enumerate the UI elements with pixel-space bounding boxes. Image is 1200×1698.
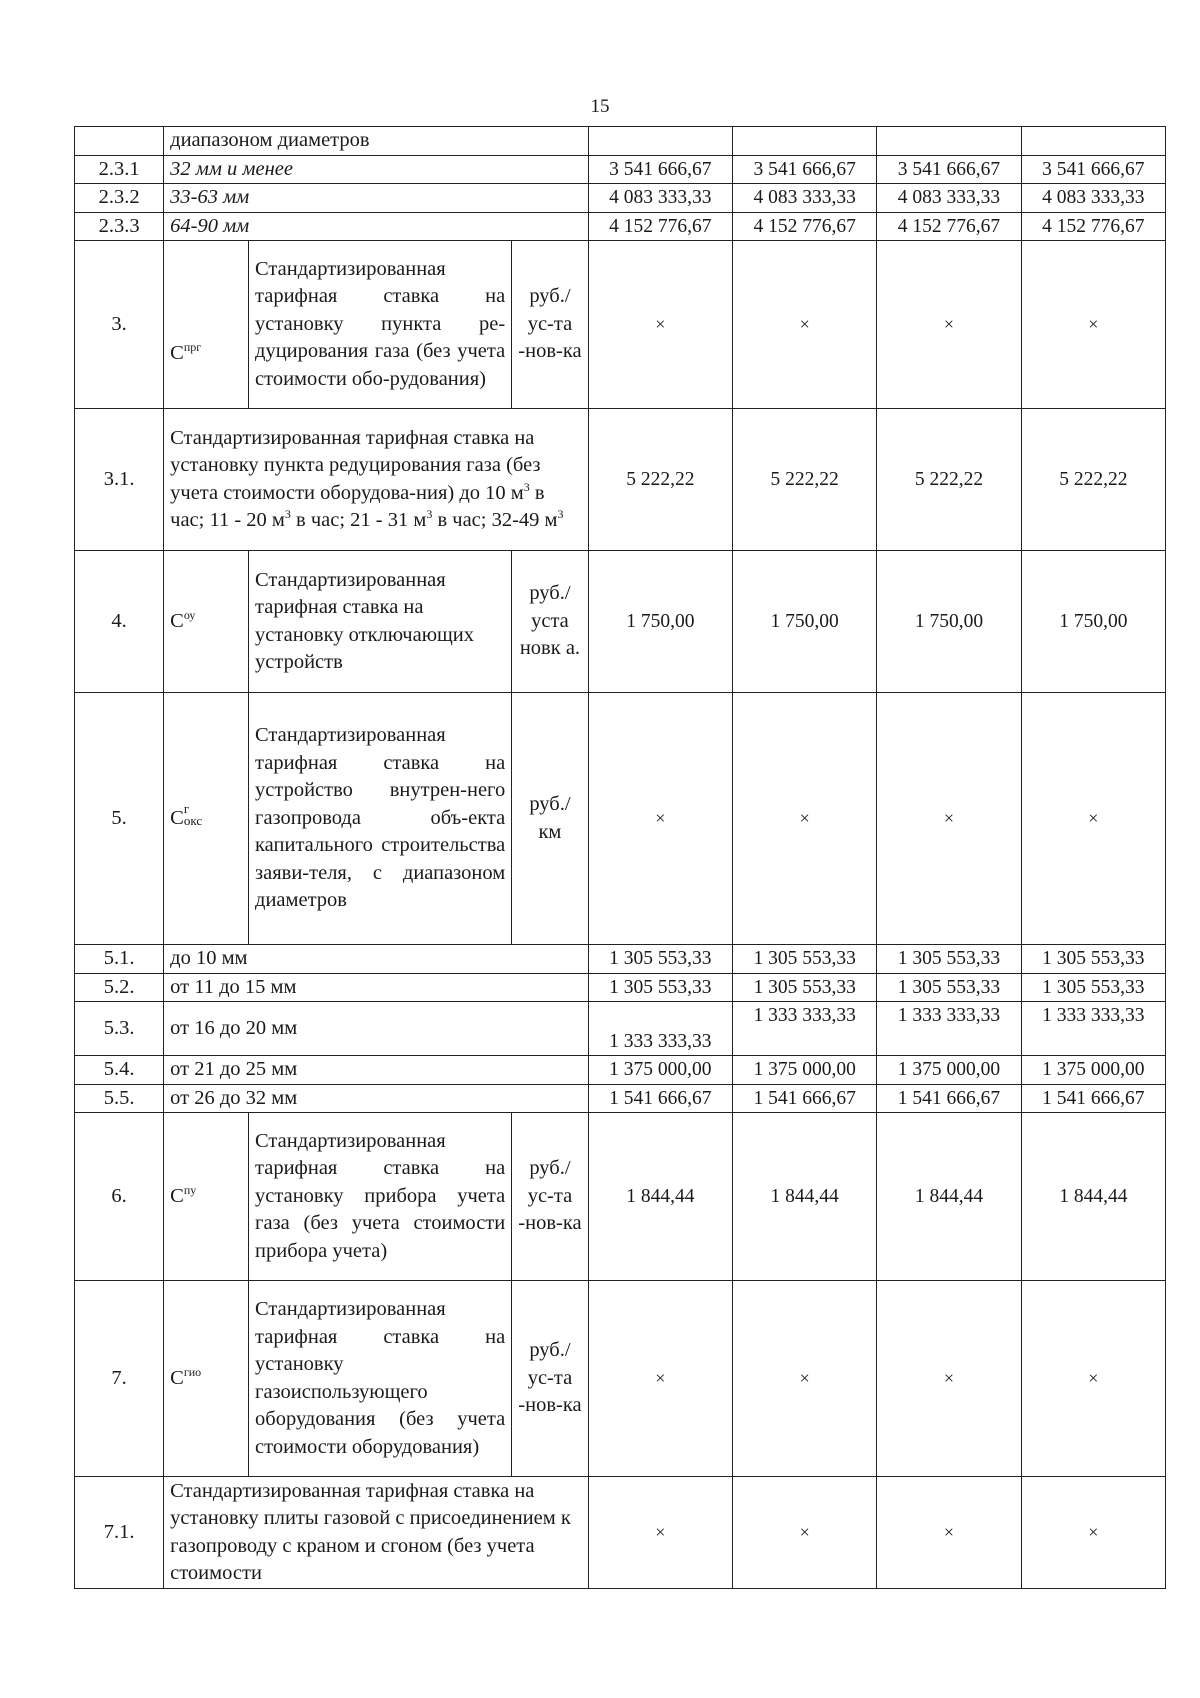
value-cell: 1 750,00 xyxy=(588,551,732,693)
tariff-symbol: С г окс xyxy=(164,693,249,945)
value-cell: 1 541 666,67 xyxy=(877,1084,1021,1113)
value-cell: 1 305 553,33 xyxy=(732,973,876,1002)
row-number: 2.3.2 xyxy=(75,184,164,213)
row-description: от 16 до 20 мм xyxy=(164,1002,589,1056)
unit-cell: руб./ уста новк а. xyxy=(512,551,588,693)
row-description: Стандартизированная тарифная ставка на установку газоиспользующего оборудования (без учета стоимости оборудования) xyxy=(249,1281,512,1477)
table-row xyxy=(75,155,1166,184)
value-cell: 1 333 333,33 xyxy=(877,1002,1021,1056)
cross-mark: × xyxy=(877,1281,1021,1477)
row-description: от 11 до 15 мм xyxy=(164,973,589,1002)
value-cell: 4 152 776,67 xyxy=(588,212,732,241)
value-cell: 1 375 000,00 xyxy=(588,1056,732,1085)
cross-mark: × xyxy=(877,693,1021,945)
cross-mark: × xyxy=(1021,1281,1165,1477)
value-cell: 1 541 666,67 xyxy=(1021,1084,1165,1113)
row-description: от 21 до 25 мм xyxy=(164,1056,589,1085)
value-cell: 1 305 553,33 xyxy=(1021,973,1165,1002)
value-cell: 1 375 000,00 xyxy=(1021,1056,1165,1085)
table-row xyxy=(75,184,1166,213)
value-cell: 1 844,44 xyxy=(732,1113,876,1281)
tariff-symbol: $С^{пу}$ xyxy=(164,1113,249,1281)
row-number: 2.3.3 xyxy=(75,212,164,241)
row-number: 7.1. xyxy=(75,1477,164,1589)
value-cell: 1 305 553,33 xyxy=(732,945,876,974)
row-number: 5.3. xyxy=(75,1002,164,1056)
row-number-cell xyxy=(75,127,164,156)
row-number: 7. xyxy=(75,1281,164,1477)
value-cell: 1 305 553,33 xyxy=(588,945,732,974)
table-row xyxy=(75,1113,1166,1281)
value-cell: 5 222,22 xyxy=(732,409,876,551)
value-cell: 5 222,22 xyxy=(877,409,1021,551)
value-cell: 1 333 333,33 xyxy=(1021,1002,1165,1056)
value-cell: 4 152 776,67 xyxy=(732,212,876,241)
row-description: Стандартизированная тарифная ставка на устройство внутрен-него газопровода объ-екта капитального строительства заяви-теля, с диапазоном диаметров xyxy=(249,693,512,945)
row-description: Стандартизированная тарифная ставка на установку плиты газовой с присоединением к газопроводу с краном и сгоном (без учета стоимости xyxy=(164,1477,589,1589)
value-cell: 1 305 553,33 xyxy=(877,945,1021,974)
unit-cell: руб./ ус-та -нов-ка xyxy=(512,1113,588,1281)
unit-cell: руб./ км xyxy=(512,693,588,945)
value-cell: 1 375 000,00 xyxy=(732,1056,876,1085)
cross-mark: × xyxy=(877,1477,1021,1589)
cross-mark: × xyxy=(732,693,876,945)
cross-mark: × xyxy=(588,241,732,409)
cross-mark: × xyxy=(732,1477,876,1589)
cross-mark: × xyxy=(732,241,876,409)
row-description: Стандартизированная тарифная ставка на установку пункта ре-дуцирования газа (без учета стоимости обо-рудования) xyxy=(249,241,512,409)
tariff-symbol: $С^{гио}$ xyxy=(164,1281,249,1477)
value-cell: 5 222,22 xyxy=(588,409,732,551)
row-number: 3. xyxy=(75,241,164,409)
unit-cell: руб./ ус-та -нов-ка xyxy=(512,241,588,409)
table-row xyxy=(75,127,1166,156)
table-row xyxy=(75,409,1166,551)
cross-mark: × xyxy=(1021,241,1165,409)
table-row xyxy=(75,1056,1166,1085)
table-row xyxy=(75,973,1166,1002)
tariff-table xyxy=(74,126,1166,1589)
table-row xyxy=(75,1084,1166,1113)
table-row xyxy=(75,693,1166,945)
value-cell: 4 152 776,67 xyxy=(1021,212,1165,241)
table-row xyxy=(75,1281,1166,1477)
value-cell: 1 844,44 xyxy=(877,1113,1021,1281)
row-number: 6. xyxy=(75,1113,164,1281)
value-cell: 4 083 333,33 xyxy=(877,184,1021,213)
cross-mark: × xyxy=(1021,1477,1165,1589)
table-row xyxy=(75,1477,1166,1589)
row-description: Стандартизированная тарифная ставка на установку пункта редуцирования газа (без учета стоимости оборудова-ния) до 10 $м^3$ в час; 11 - 20 $м^3$ в час; 21 - 31 $м^3$ в час; 32-49 $м^3$ xyxy=(164,409,589,551)
value-cell: 1 541 666,67 xyxy=(588,1084,732,1113)
cross-mark: × xyxy=(732,1281,876,1477)
value-cell: 3 541 666,67 xyxy=(877,155,1021,184)
table-row xyxy=(75,241,1166,409)
row-description: от 26 до 32 мм xyxy=(164,1084,589,1113)
cross-mark: × xyxy=(588,693,732,945)
value-cell: 1 375 000,00 xyxy=(877,1056,1021,1085)
tariff-symbol: $С^{оу}$ xyxy=(164,551,249,693)
row-description: Стандартизированная тарифная ставка на установку отключающих устройств xyxy=(249,551,512,693)
row-description: диапазоном диаметров xyxy=(164,127,589,156)
value-cell: 3 541 666,67 xyxy=(732,155,876,184)
row-description: 64-90 мм xyxy=(164,212,589,241)
unit-cell: руб./ ус-та -нов-ка xyxy=(512,1281,588,1477)
value-cell: 4 083 333,33 xyxy=(1021,184,1165,213)
value-cell: 4 152 776,67 xyxy=(877,212,1021,241)
tariff-symbol: $С^{прг}$ xyxy=(164,241,249,409)
row-number: 3.1. xyxy=(75,409,164,551)
row-number: 5.1. xyxy=(75,945,164,974)
value-cell: 3 541 666,67 xyxy=(588,155,732,184)
row-description: 32 мм и менее xyxy=(164,155,589,184)
cross-mark: × xyxy=(1021,693,1165,945)
row-number: 4. xyxy=(75,551,164,693)
value-cell: 4 083 333,33 xyxy=(732,184,876,213)
value-cell: 1 305 553,33 xyxy=(1021,945,1165,974)
row-number: 5. xyxy=(75,693,164,945)
cross-mark: × xyxy=(588,1281,732,1477)
value-cell: 1 750,00 xyxy=(1021,551,1165,693)
value-cell: 1 844,44 xyxy=(1021,1113,1165,1281)
value-cell: 1 844,44 xyxy=(588,1113,732,1281)
value-cell: 1 750,00 xyxy=(877,551,1021,693)
value-cell: 4 083 333,33 xyxy=(588,184,732,213)
row-number: 5.4. xyxy=(75,1056,164,1085)
value-cell: 1 305 553,33 xyxy=(877,973,1021,1002)
row-description: Стандартизированная тарифная ставка на установку прибора учета газа (без учета стоимости прибора учета) xyxy=(249,1113,512,1281)
value-cell: 5 222,22 xyxy=(1021,409,1165,551)
table-row xyxy=(75,212,1166,241)
page-number: 15 xyxy=(590,96,610,117)
row-description: до 10 мм xyxy=(164,945,589,974)
cross-mark: × xyxy=(588,1477,732,1589)
row-number: 2.3.1 xyxy=(75,155,164,184)
value-cell: 1 750,00 xyxy=(732,551,876,693)
row-description: 33-63 мм xyxy=(164,184,589,213)
table-row xyxy=(75,945,1166,974)
cross-mark: × xyxy=(877,241,1021,409)
value-cell: 1 333 333,33 xyxy=(588,1002,732,1056)
table-row xyxy=(75,1002,1166,1056)
value-cell: 1 333 333,33 xyxy=(732,1002,876,1056)
row-number: 5.2. xyxy=(75,973,164,1002)
value-cell: 1 305 553,33 xyxy=(588,973,732,1002)
row-number: 5.5. xyxy=(75,1084,164,1113)
table-row xyxy=(75,551,1166,693)
value-cell: 3 541 666,67 xyxy=(1021,155,1165,184)
value-cell: 1 541 666,67 xyxy=(732,1084,876,1113)
